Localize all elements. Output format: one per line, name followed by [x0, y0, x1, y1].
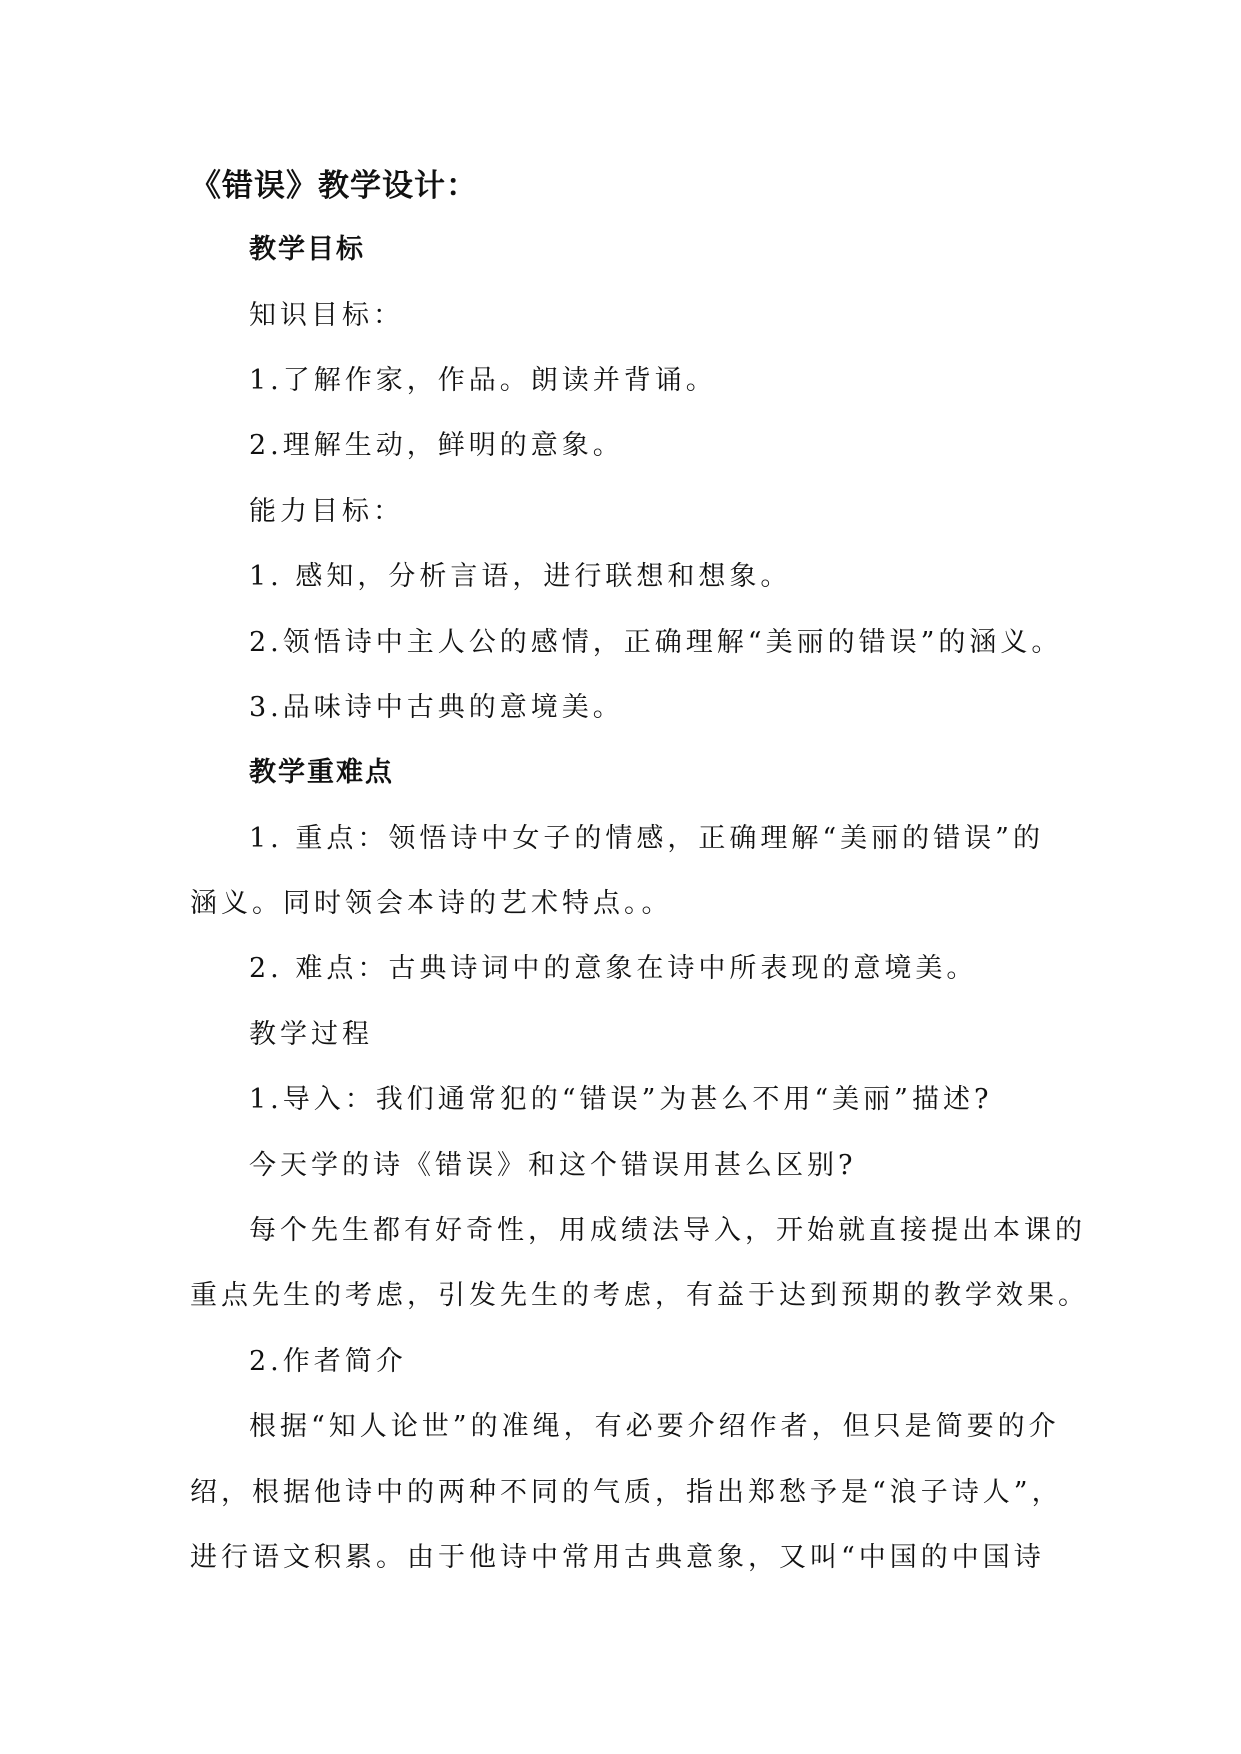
paragraph-line: 1.导入：我们通常犯的“错误”为甚么不用“美丽”描述? — [249, 1084, 993, 1115]
paragraph-line: 1.了解作家，作品。朗读并背诵。 — [249, 365, 717, 396]
paragraph-line: 2.领悟诗中主人公的感情，正确理解“美丽的错误”的涵义。 — [249, 627, 1063, 658]
subheading-teaching-process: 教学过程 — [249, 1019, 373, 1050]
paragraph-line: 涵义。同时领会本诗的艺术特点。。 — [190, 888, 673, 919]
paragraph-line: 今天学的诗《错误》和这个错误用甚么区别? — [249, 1150, 857, 1181]
subheading-author-intro: 2.作者简介 — [249, 1346, 407, 1377]
heading-teaching-goals: 教学目标 — [249, 234, 365, 265]
document-title: 《错误》教学设计： — [190, 168, 478, 204]
paragraph-line: 根据“知人论世”的准绳，有必要介绍作者，但只是简要的介 — [249, 1411, 1060, 1442]
subheading-ability-goals: 能力目标： — [249, 496, 404, 527]
paragraph-line: 绍，根据他诗中的两种不同的气质，指出郑愁予是“浪子诗人”， — [190, 1477, 1063, 1508]
paragraph-line: 2.理解生动，鲜明的意象。 — [249, 430, 624, 461]
paragraph-line: 2. 难点：古典诗词中的意象在诗中所表现的意境美。 — [249, 953, 978, 984]
subheading-knowledge-goals: 知识目标： — [249, 300, 404, 331]
paragraph-line: 1. 重点：领悟诗中女子的情感，正确理解“美丽的错误”的 — [249, 823, 1044, 854]
paragraph-line: 重点先生的考虑，引发先生的考虑，有益于达到预期的教学效果。 — [190, 1280, 1089, 1311]
paragraph-line: 1. 感知，分析言语，进行联想和想象。 — [249, 561, 792, 592]
paragraph-line: 进行语文积累。由于他诗中常用古典意象，又叫“中国的中国诗 — [190, 1542, 1045, 1573]
paragraph-line: 每个先生都有好奇性，用成绩法导入，开始就直接提出本课的 — [249, 1215, 1086, 1246]
heading-key-points: 教学重难点 — [249, 757, 394, 788]
paragraph-line: 3.品味诗中古典的意境美。 — [249, 692, 624, 723]
